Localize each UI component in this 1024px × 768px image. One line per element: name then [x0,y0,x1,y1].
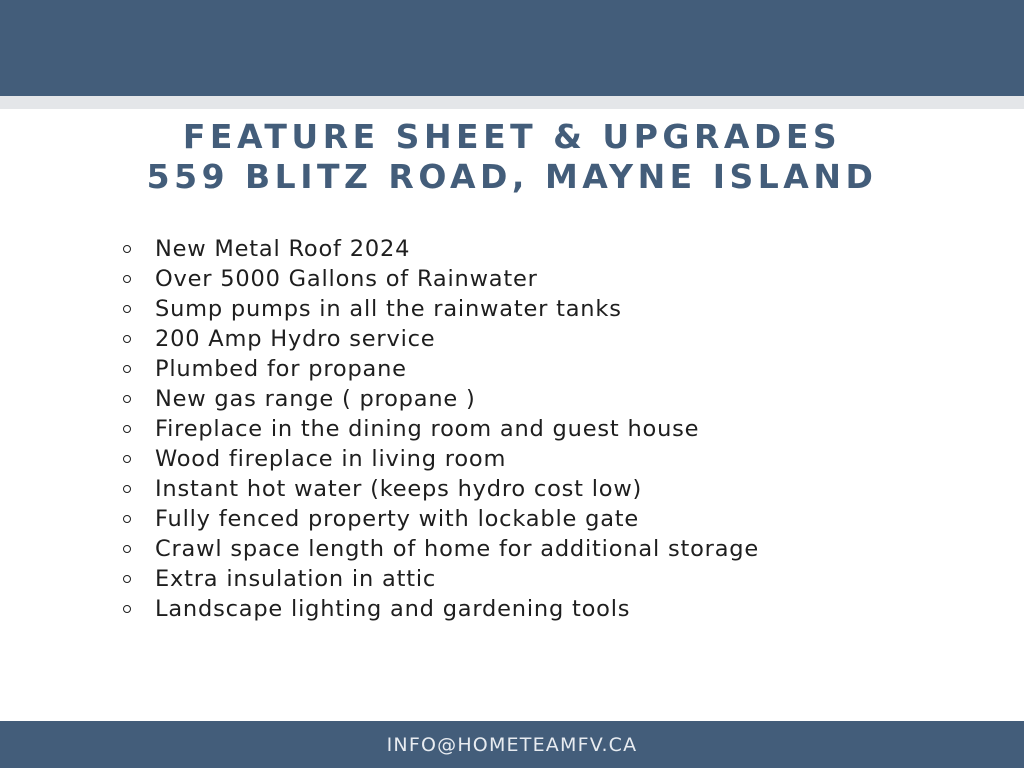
circle-bullet-icon [123,515,131,523]
circle-bullet-icon [123,425,131,433]
page-title: FEATURE SHEET & UPGRADES [182,117,842,156]
list-item [122,384,952,414]
circle-bullet-icon [123,305,131,313]
circle-bullet-icon [123,365,131,373]
circle-bullet-icon [123,545,131,553]
circle-bullet-icon [123,275,131,283]
feature-list [122,234,952,624]
feature-text: Fireplace in the dining room and guest house [155,416,700,442]
contact-email: INFO@HOMETEAMFV.CA [386,734,638,756]
property-address: 559 BLITZ ROAD, MAYNE ISLAND [146,157,878,196]
list-item [122,264,952,294]
list-item [122,444,952,474]
list-item [122,354,952,384]
circle-bullet-icon [123,245,131,253]
feature-text: Crawl space length of home for additional storage [155,536,760,562]
list-item [122,414,952,444]
list-item [122,504,952,534]
list-item [122,234,952,264]
feature-text: Fully fenced property with lockable gate [155,506,640,532]
feature-text: 200 Amp Hydro service [155,326,436,352]
feature-text: Wood fireplace in living room [155,446,507,472]
header-stripe [0,96,1024,109]
feature-text: New Metal Roof 2024 [155,236,411,262]
circle-bullet-icon [123,335,131,343]
feature-text: Over 5000 Gallons of Rainwater [155,266,538,292]
list-item [122,324,952,354]
feature-text: Instant hot water (keeps hydro cost low) [155,476,643,502]
list-item [122,294,952,324]
circle-bullet-icon [123,605,131,613]
list-item [122,534,952,564]
list-item [122,564,952,594]
header-band [0,0,1024,96]
feature-text: Extra insulation in attic [155,566,437,592]
circle-bullet-icon [123,485,131,493]
circle-bullet-icon [123,575,131,583]
circle-bullet-icon [123,395,131,403]
feature-text: Plumbed for propane [155,356,407,382]
list-item [122,474,952,504]
list-item [122,594,952,624]
feature-text: New gas range ( propane ) [155,386,476,412]
feature-text: Landscape lighting and gardening tools [155,596,631,622]
feature-text: Sump pumps in all the rainwater tanks [155,296,622,322]
circle-bullet-icon [123,455,131,463]
